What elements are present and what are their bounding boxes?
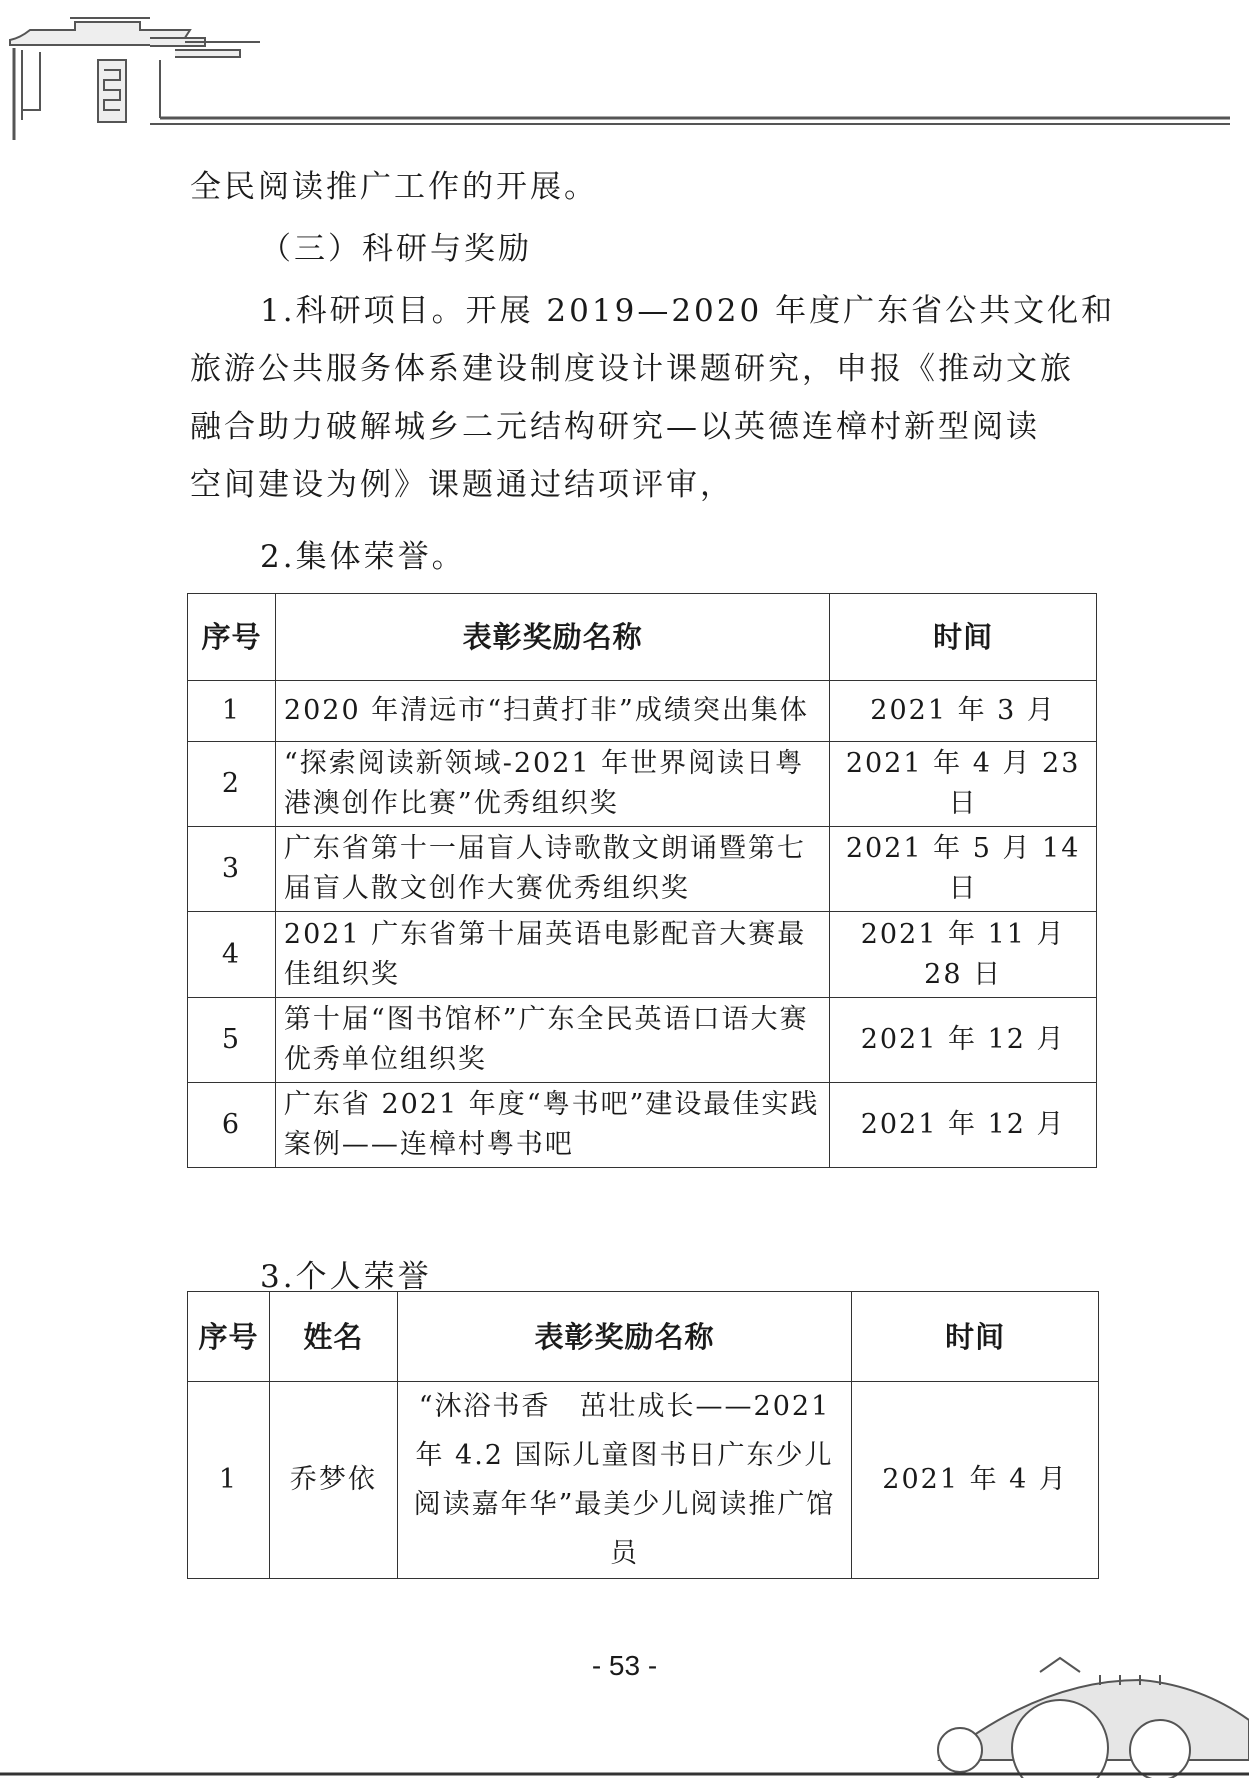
personal-honors-table <box>187 1291 1099 1579</box>
row-award-name: 第十届“图书馆杯”广东全民英语口语大赛优秀单位组织奖 <box>275 998 829 1083</box>
row-award-name: 2021 广东省第十届英语电影配音大赛最佳组织奖 <box>275 912 829 998</box>
collective-honors-table <box>187 593 1097 1168</box>
row-index: 1 <box>188 1382 270 1579</box>
row-award-name: “探索阅读新领域-2021 年世界阅读日粤港澳创作比赛”优秀组织奖 <box>275 742 829 827</box>
body-line-continuation: 全民阅读推广工作的开展。 <box>190 169 598 205</box>
table-row <box>188 1382 1099 1579</box>
header-award-name: 表彰奖励名称 <box>397 1292 851 1382</box>
table-row <box>188 1083 1097 1168</box>
row-time: 2021 年 5 月 14 日 <box>830 827 1097 912</box>
footer-bridge-decoration <box>0 1640 1249 1778</box>
row-index: 6 <box>188 1083 276 1168</box>
collective-honors-heading: 2.集体荣誉。 <box>260 539 466 575</box>
row-time: 2021 年 12 月 <box>830 1083 1097 1168</box>
table-row <box>188 681 1097 742</box>
row-person-name: 乔梦依 <box>269 1382 397 1579</box>
row-award-name: 广东省第十一届盲人诗歌散文朗诵暨第七届盲人散文创作大赛优秀组织奖 <box>275 827 829 912</box>
table-row <box>188 912 1097 998</box>
section-heading-research-awards: （三）科研与奖励 <box>260 231 532 267</box>
header-index: 序号 <box>188 1292 270 1382</box>
table-row <box>188 742 1097 827</box>
header-person-name: 姓名 <box>269 1292 397 1382</box>
table-header-row <box>188 594 1097 681</box>
row-time: 2021 年 4 月 23 日 <box>830 742 1097 827</box>
page-number: - 53 - <box>591 1650 658 1681</box>
table-row <box>188 998 1097 1083</box>
row-award-name: “沐浴书香 茁壮成长——2021 年 4.2 国际儿童图书日广东少儿阅读嘉年华”最美少儿阅读推广馆员 <box>397 1382 851 1579</box>
row-time: 2021 年 4 月 <box>852 1382 1099 1579</box>
row-index: 3 <box>188 827 276 912</box>
header-time: 时间 <box>830 594 1097 681</box>
row-time: 2021 年 12 月 <box>830 998 1097 1083</box>
header-award-name: 表彰奖励名称 <box>275 594 829 681</box>
header-time: 时间 <box>852 1292 1099 1382</box>
row-time: 2021 年 3 月 <box>830 681 1097 742</box>
table-row <box>188 827 1097 912</box>
header-roof-decoration <box>0 0 1249 150</box>
row-index: 5 <box>188 998 276 1083</box>
research-project-paragraph: 1.科研项目。开展 2019—2020 年度广东省公共文化和 旅游公共服务体系建设制度设计课题研究，申报《推动文旅 融合助力破解城乡二元结构研究—以英德连樟村新型阅读 空间建设为例》课题通过结项评审， <box>190 293 1116 503</box>
personal-honors-heading: 3.个人荣誉 <box>260 1259 432 1295</box>
table-header-row <box>188 1292 1099 1382</box>
row-index: 1 <box>188 681 276 742</box>
header-index: 序号 <box>188 594 276 681</box>
row-award-name: 广东省 2021 年度“粤书吧”建设最佳实践案例——连樟村粤书吧 <box>275 1083 829 1168</box>
row-index: 4 <box>188 912 276 998</box>
row-award-name: 2020 年清远市“扫黄打非”成绩突出集体 <box>275 681 829 742</box>
row-index: 2 <box>188 742 276 827</box>
row-time: 2021 年 11 月 28 日 <box>830 912 1097 998</box>
